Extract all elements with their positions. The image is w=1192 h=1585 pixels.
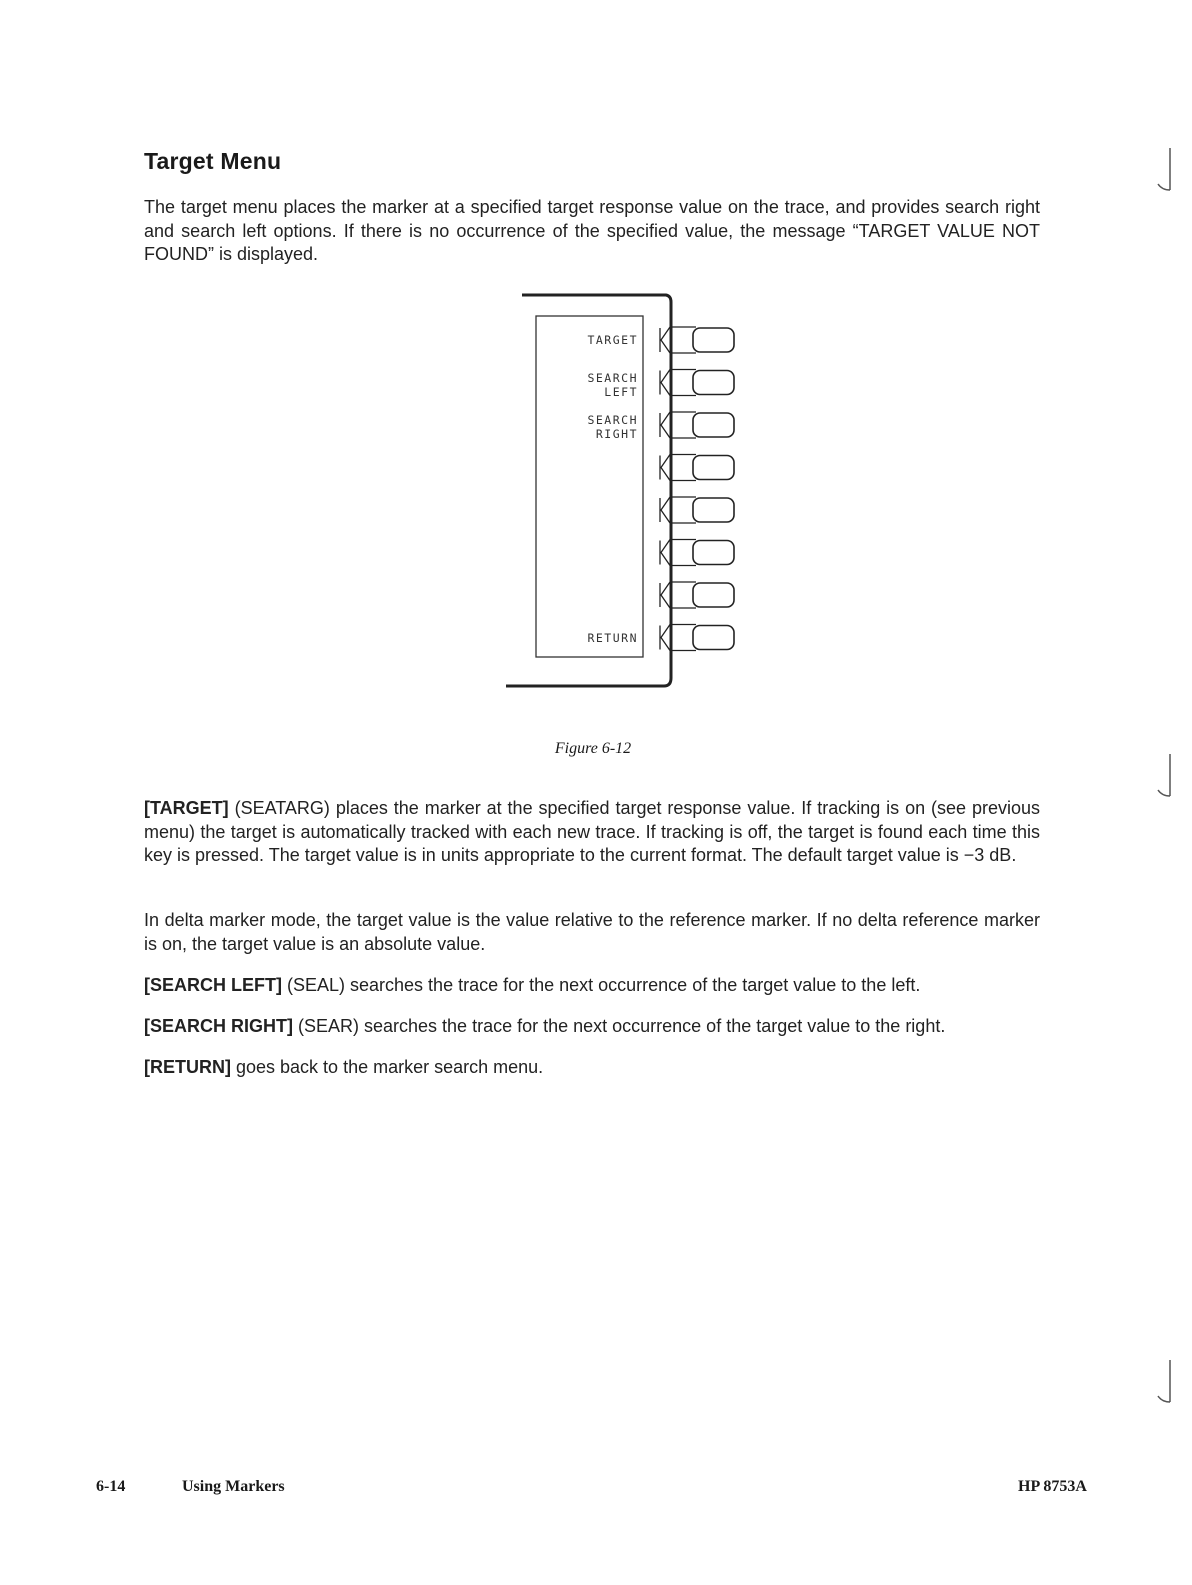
softkey-button-3[interactable]: [693, 413, 734, 437]
softkey-button-2[interactable]: [693, 371, 734, 395]
desc-return: [144, 1056, 1040, 1080]
softkey-connector: [660, 625, 670, 651]
softkey-button-8[interactable]: [693, 626, 734, 650]
desc-search-left: [144, 974, 1040, 998]
footer-product: HP 8753A: [1018, 1478, 1087, 1495]
desc-target-text: (SEATARG) places the marker at the specified target response value. If tracking is on (see previous menu) the target is automatically tracked with each new trace. If tracking is off, the target is found each time this key is pressed. The target value is in units appropriate to the current format. The default target value is −3 dB.: [144, 798, 1040, 865]
footer-page-number: 6-14: [96, 1478, 126, 1495]
footer-section: Using Markers: [182, 1478, 285, 1495]
desc-return-key: [RETURN]: [144, 1057, 231, 1077]
softkey-label-8: RETURN: [587, 630, 638, 645]
desc-return-text: goes back to the marker search menu.: [231, 1057, 544, 1077]
softkey-connector: [660, 497, 670, 523]
page-title: Target Menu: [144, 148, 282, 174]
softkey-button-4[interactable]: [693, 456, 734, 480]
desc-target-key: [TARGET]: [144, 798, 229, 818]
softkey-connector: [660, 540, 670, 566]
softkey-label-1: TARGET: [587, 333, 638, 347]
desc-search-left-text: (SEAL) searches the trace for the next occurrence of the target value to the left.: [282, 975, 921, 995]
desc-search-right-key: [SEARCH RIGHT]: [144, 1016, 293, 1036]
softkey-button-5[interactable]: [693, 498, 734, 522]
softkey-label-3: SEARCH RIGHT: [587, 413, 638, 441]
desc-search-right-text: (SEAR) searches the trace for the next occurrence of the target value to the right.: [293, 1016, 946, 1036]
softkey-button-6[interactable]: [693, 541, 734, 565]
softkey-button-1[interactable]: [693, 328, 734, 352]
figure-caption: Figure 6-12: [554, 740, 632, 757]
margin-mark: [1154, 146, 1174, 192]
softkey-menu-figure: [500, 288, 750, 698]
softkey-connector: [660, 412, 670, 438]
desc-delta: [144, 909, 1040, 956]
margin-mark: [1154, 1358, 1174, 1404]
softkey-connector: [660, 327, 670, 353]
desc-delta-text: In delta marker mode, the target value is the value relative to the reference marker. If no delta reference marker is on, the target value is an absolute value.: [144, 910, 1040, 954]
desc-target: [144, 797, 1040, 868]
softkey-button-7[interactable]: [693, 583, 734, 607]
softkey-connector: [660, 455, 670, 481]
softkey-labels: [536, 316, 638, 657]
intro-paragraph: The target menu places the marker at a specified target response value on the trace, and provides search right and search left options. If there is no occurrence of the specified value, the message “TARGET VALUE NOT FOUND” is displayed.: [144, 197, 1040, 264]
softkey-connector: [660, 582, 670, 608]
margin-mark: [1154, 752, 1174, 798]
desc-search-right: [144, 1015, 1040, 1039]
desc-search-left-key: [SEARCH LEFT]: [144, 975, 282, 995]
softkey-label-2: SEARCH LEFT: [587, 370, 638, 399]
softkey-connector: [660, 370, 670, 396]
